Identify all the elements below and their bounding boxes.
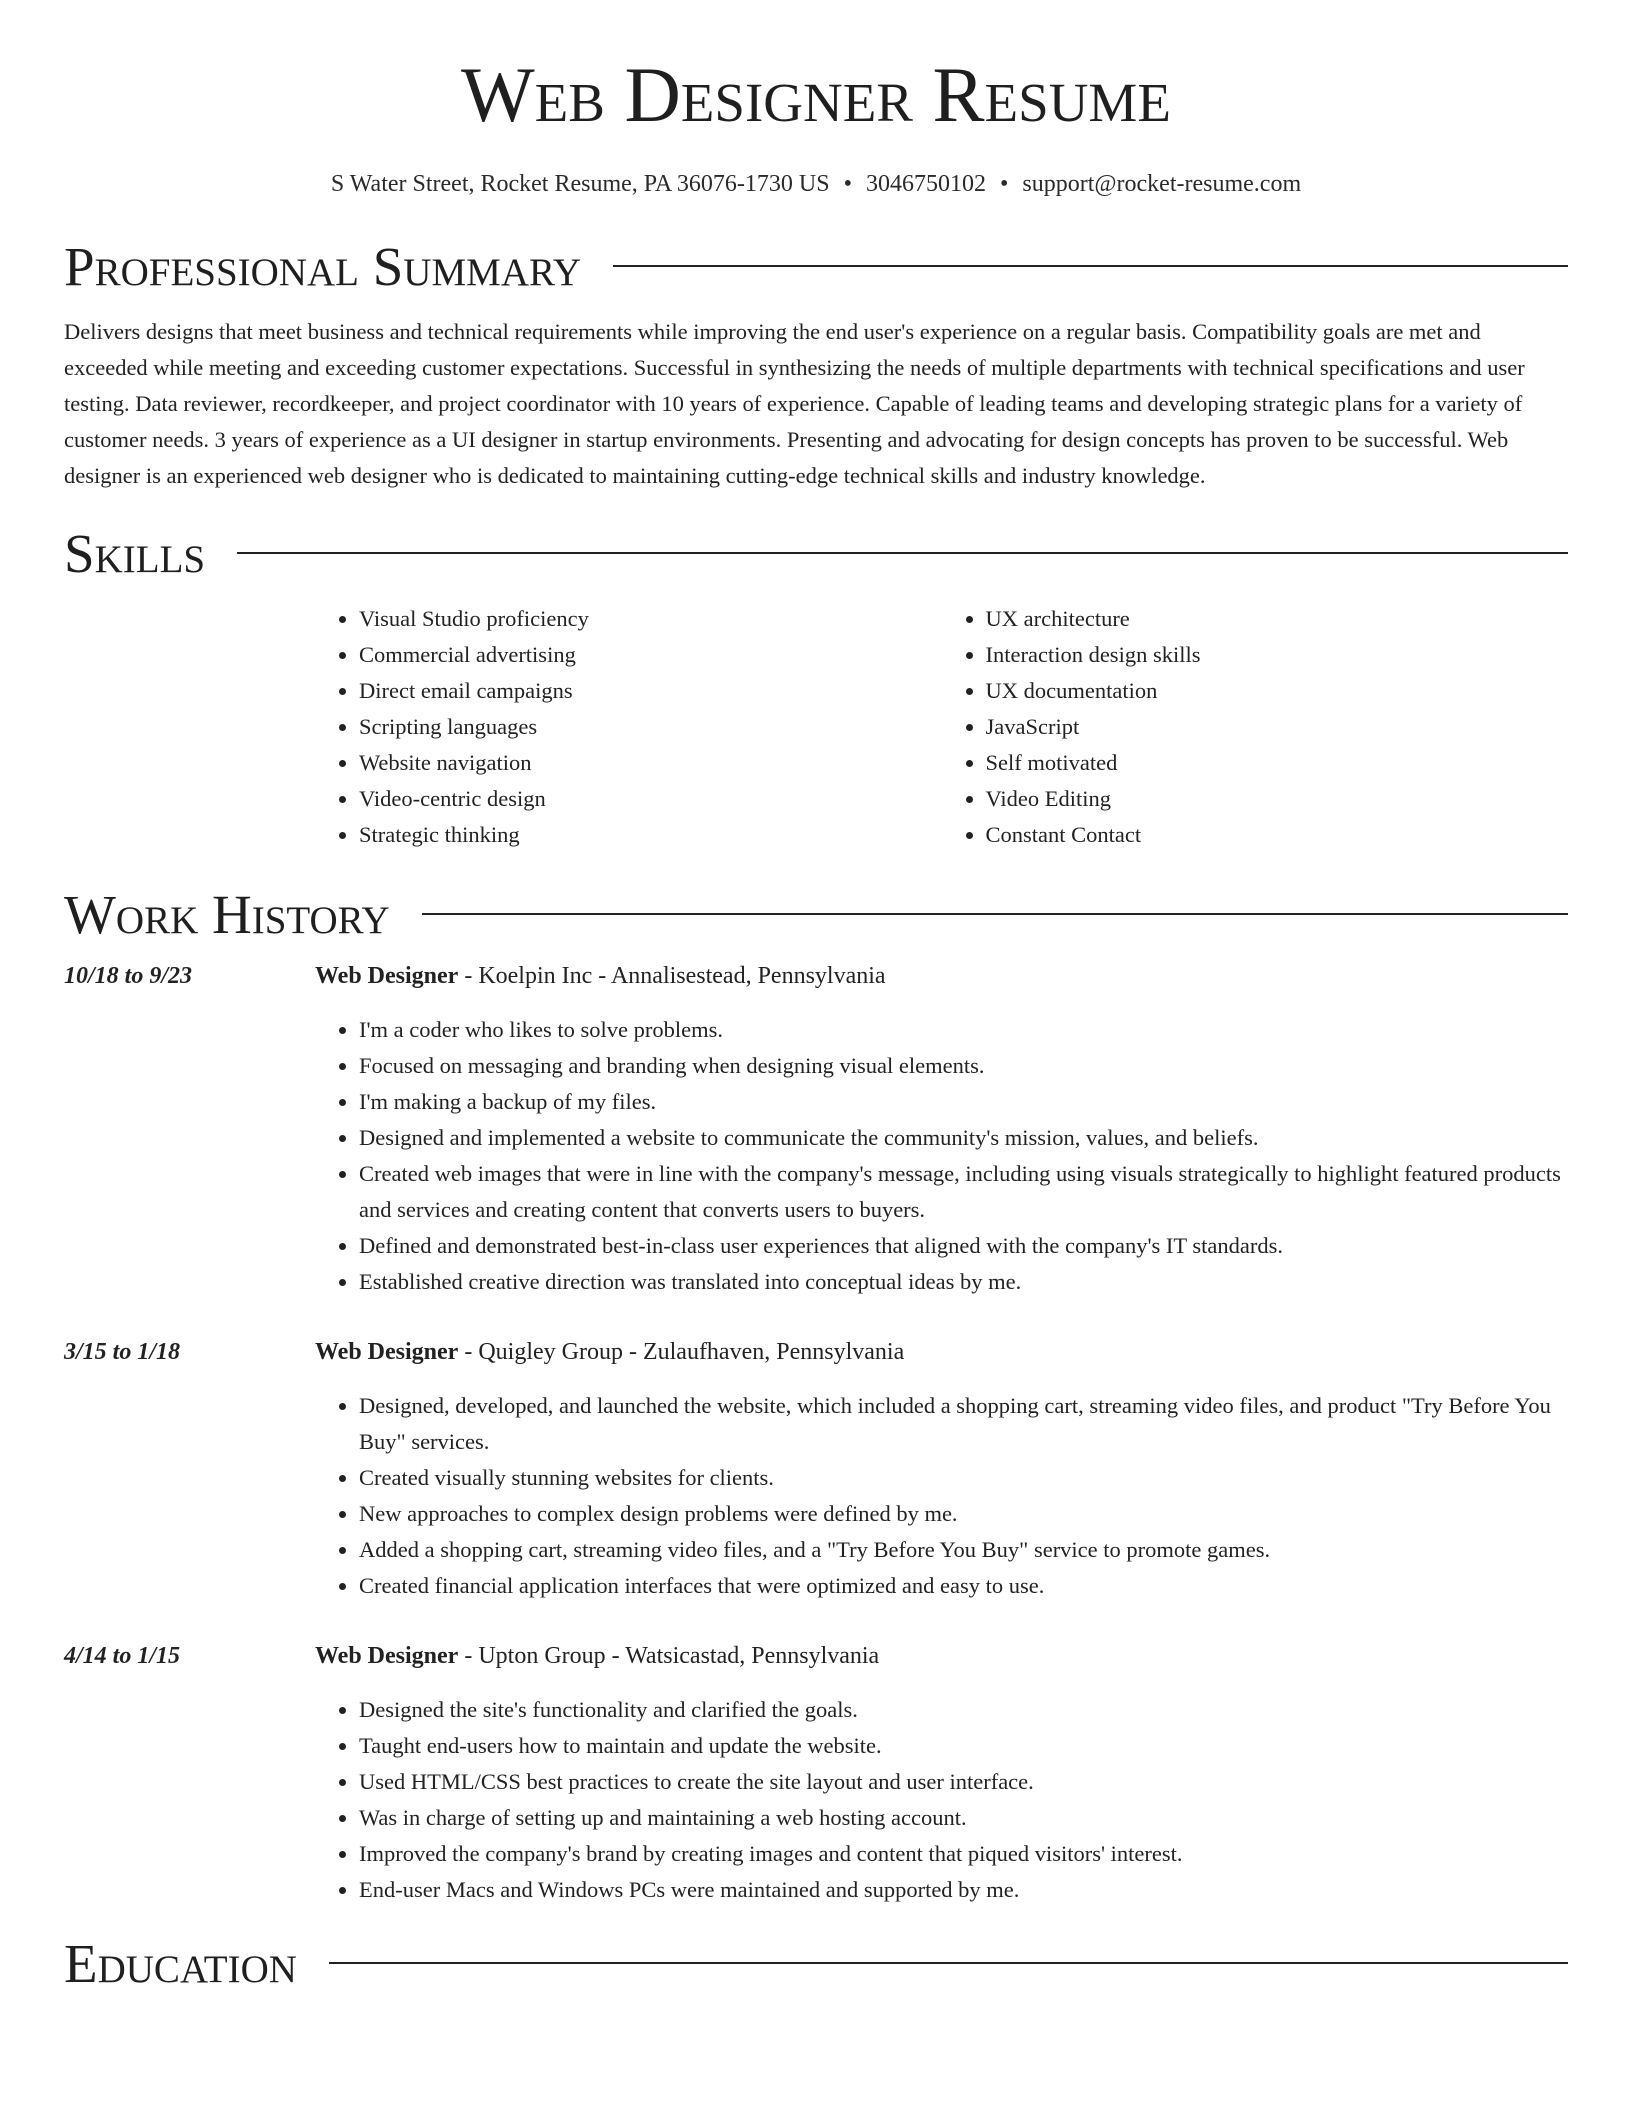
section-heading-education bbox=[64, 1932, 1568, 1994]
section-rule bbox=[613, 265, 1568, 267]
address: S Water Street, Rocket Resume, PA 36076-1730 US bbox=[330, 171, 830, 197]
list-item: • I'm making a backup of my files. bbox=[359, 1084, 1568, 1120]
job-bullets bbox=[315, 1012, 1568, 1300]
section-title-work: Work History bbox=[64, 883, 390, 945]
list-item: • Commercial advertising bbox=[359, 637, 942, 673]
job-heading bbox=[315, 958, 1568, 994]
list-item: • Designed, developed, and launched the website, which included a shopping cart, streaming video files, and product "Try Before You Buy" services. bbox=[359, 1388, 1568, 1460]
list-item: • UX architecture bbox=[986, 601, 1569, 637]
list-item: • Created web images that were in line with the company's message, including using visuals strategically to highlight featured products and services and creating content that converts users to buyers. bbox=[359, 1156, 1568, 1228]
section-heading-skills bbox=[64, 522, 1568, 584]
section-rule bbox=[329, 1962, 1568, 1964]
section-title-summary: Professional Summary bbox=[64, 235, 582, 297]
list-item: • Scripting languages bbox=[359, 709, 942, 745]
list-item: • Taught end-users how to maintain and update the website. bbox=[359, 1728, 1568, 1764]
list-item: • Designed and implemented a website to communicate the community's mission, values, and beliefs. bbox=[359, 1120, 1568, 1156]
list-item: • Was in charge of setting up and maintaining a web hosting account. bbox=[359, 1800, 1568, 1836]
resume-title: Web Designer Resume bbox=[461, 51, 1171, 138]
list-item: • Self motivated bbox=[986, 745, 1569, 781]
section-heading-work bbox=[64, 883, 1568, 945]
list-item: • Established creative direction was translated into conceptual ideas by me. bbox=[359, 1264, 1568, 1300]
summary-text: Delivers designs that meet business and technical requirements while improving the end user's experience on a regular basis. Compatibility goals are met and exceeded while meeting and exceeding customer expectations. Successful in synthesizing the needs of multiple departments with technical specifications and user testing. Data reviewer, recordkeeper, and project coordinator with 10 years of experience. Capable of leading teams and developing strategic plans for a variety of customer needs. 3 years of experience as a UI designer in startup environments. Presenting and advocating for design concepts has proven to be successful. Web designer is an experienced web designer who is dedicated to maintaining cutting-edge technical skills and industry knowledge. bbox=[64, 318, 1525, 488]
job-dates: 10/18 to 9/23 bbox=[64, 962, 193, 989]
job-title: Web Designer bbox=[315, 1338, 459, 1365]
job-heading bbox=[315, 1638, 1568, 1674]
list-item: • Added a shopping cart, streaming video files, and a "Try Before You Buy" service to promote games. bbox=[359, 1532, 1568, 1568]
list-item: • Video-centric design bbox=[359, 781, 942, 817]
list-item: • JavaScript bbox=[986, 709, 1569, 745]
list-item: • Interaction design skills bbox=[986, 637, 1569, 673]
job-details bbox=[315, 958, 1568, 1300]
section-title-skills: Skills bbox=[64, 522, 206, 584]
job-details bbox=[315, 1334, 1568, 1604]
list-item: • Focused on messaging and branding when designing visual elements. bbox=[359, 1048, 1568, 1084]
job-title: Web Designer bbox=[315, 962, 459, 989]
job-entry bbox=[64, 1638, 1568, 1908]
section-heading-summary bbox=[64, 235, 1568, 297]
resume-page bbox=[64, 0, 1568, 1994]
job-company: - Quigley Group - Zulaufhaven, Pennsylvania bbox=[458, 1338, 905, 1365]
list-item: • Constant Contact bbox=[986, 817, 1569, 853]
job-details bbox=[315, 1638, 1568, 1908]
job-bullets bbox=[315, 1388, 1568, 1604]
job-heading bbox=[315, 1334, 1568, 1370]
list-item: • New approaches to complex design problems were defined by me. bbox=[359, 1496, 1568, 1532]
list-item: • Website navigation bbox=[359, 745, 942, 781]
section-rule bbox=[237, 552, 1568, 554]
list-item: • UX documentation bbox=[986, 673, 1569, 709]
work-history-list bbox=[64, 958, 1568, 1908]
job-company: - Upton Group - Watsicastad, Pennsylvania bbox=[458, 1642, 880, 1669]
job-entry bbox=[64, 958, 1568, 1300]
list-item: • Visual Studio proficiency bbox=[359, 601, 942, 637]
section-rule bbox=[422, 913, 1568, 915]
list-item: • Created financial application interfaces that were optimized and easy to use. bbox=[359, 1568, 1568, 1604]
list-item: • Improved the company's brand by creating images and content that piqued visitors' interest. bbox=[359, 1836, 1568, 1872]
skills-list-left bbox=[315, 601, 942, 853]
list-item: • Defined and demonstrated best-in-class user experiences that aligned with the company's IT standards. bbox=[359, 1228, 1568, 1264]
list-item: • Strategic thinking bbox=[359, 817, 942, 853]
job-company: - Koelpin Inc - Annalisestead, Pennsylvania bbox=[458, 962, 886, 989]
contact-line bbox=[64, 170, 1568, 199]
list-item: • End-user Macs and Windows PCs were maintained and supported by me. bbox=[359, 1872, 1568, 1908]
job-entry bbox=[64, 1334, 1568, 1604]
list-item: • Created visually stunning websites for clients. bbox=[359, 1460, 1568, 1496]
separator-dot: • bbox=[1000, 171, 1009, 197]
section-title-education: Education bbox=[64, 1932, 297, 1994]
list-item: • I'm a coder who likes to solve problems. bbox=[359, 1012, 1568, 1048]
list-item: • Video Editing bbox=[986, 781, 1569, 817]
skills-columns bbox=[315, 601, 1568, 853]
skills-list-right bbox=[942, 601, 1569, 853]
list-item: • Designed the site's functionality and clarified the goals. bbox=[359, 1692, 1568, 1728]
job-bullets bbox=[315, 1692, 1568, 1908]
job-dates: 4/14 to 1/15 bbox=[64, 1642, 181, 1669]
separator-dot: • bbox=[843, 171, 853, 197]
job-title: Web Designer bbox=[315, 1642, 459, 1669]
list-item: • Used HTML/CSS best practices to create the site layout and user interface. bbox=[359, 1764, 1568, 1800]
phone: 3046750102 bbox=[866, 171, 987, 197]
email: support@rocket-resume.com bbox=[1022, 171, 1302, 197]
job-dates: 3/15 to 1/18 bbox=[64, 1338, 181, 1365]
list-item: • Direct email campaigns bbox=[359, 673, 942, 709]
